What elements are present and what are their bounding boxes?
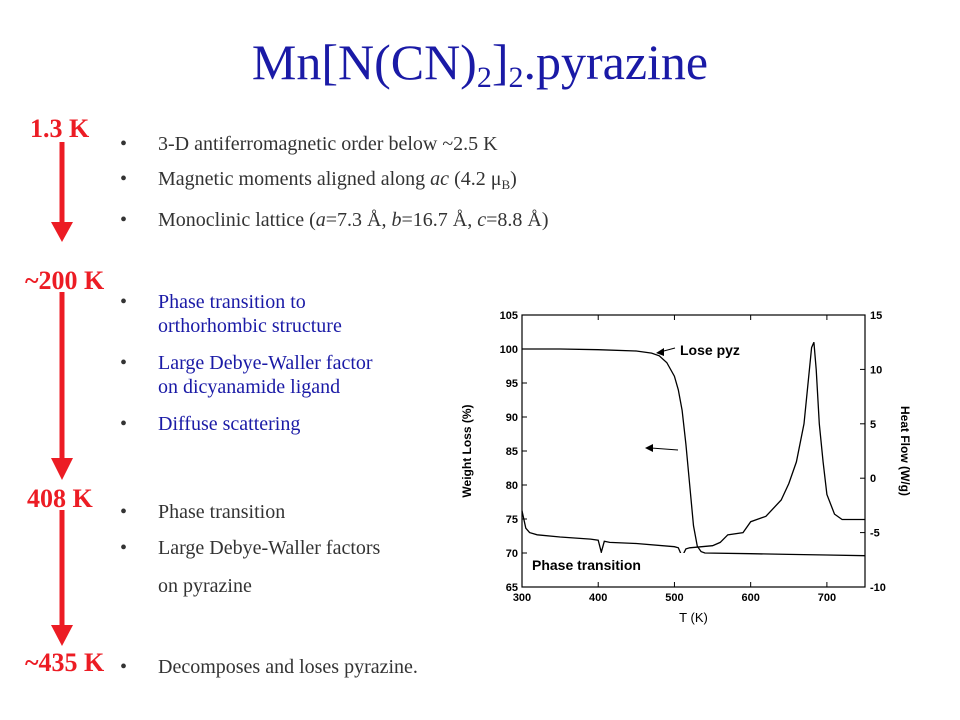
bullet-item [120,655,418,679]
title-tail: .pyrazine [523,34,709,90]
tga-dsc-chart [455,300,915,640]
bullet-text-italic: a [315,209,326,231]
temp-label-1: 1.3 K [30,114,90,143]
x-axis-label: T (K) [679,610,708,625]
y-tick-label: 65 [505,582,518,594]
y-right-tick-label: 15 [870,310,883,322]
y-right-tick-label: 0 [870,473,877,486]
bullet-text: =8.8 Å) [486,209,549,231]
temp-label-2: ~200 K [25,266,105,295]
bullet-text: on pyrazine [158,575,252,597]
y-tick-label: 75 [505,514,518,526]
bullet-text-sub: B [501,177,511,192]
bullet-item [120,132,548,156]
title-sub-2: 2 [508,61,524,94]
x-tick-label: 400 [589,592,608,604]
x-tick-label: 600 [741,592,760,604]
x-tick-label: 500 [665,592,684,604]
bullet-text: Phase transition to [158,291,306,313]
y-tick-label: 105 [499,310,518,322]
y-tick-label: 100 [499,344,518,356]
bullet-text-italic: c [477,209,487,231]
bullets-408k [120,500,380,598]
bullet-text: 3-D antiferromagnetic order below ~2.5 K [158,133,498,155]
y-tick-label: 70 [505,548,518,560]
y-right-tick-label: -5 [870,527,880,540]
annotation-arrow [651,448,678,450]
series-line [522,349,865,556]
annotation-phase-transition: Phase transition [532,557,641,573]
arrow-down-icon [47,508,77,658]
y-tick-label: 90 [505,412,518,424]
bullet-text: Phase transition [158,501,286,523]
bullet-text: Decomposes and loses pyrazine. [158,656,418,678]
bullet-text: on dicyanamide ligand [158,376,341,398]
bullet-item [120,351,373,399]
y-tick-label: 95 [505,378,518,390]
bullet-text: =16.7 Å, [401,209,478,231]
slide-title [0,32,960,92]
chart-labels [460,310,912,625]
bullets-200k [120,290,373,436]
y-right-axis-label: Heat Flow (W/g) [898,406,912,496]
bullet-item [120,290,373,338]
temp-label-4: ~435 K [25,648,105,677]
bullet-text: Diffuse scattering [158,413,301,435]
bullet-text: Monoclinic lattice ( [158,209,316,231]
bullet-text: Large Debye-Waller factors [158,537,381,559]
bullet-text-italic: b [391,209,402,231]
bullets-435k [120,655,418,679]
arrow-down-icon [47,140,77,250]
x-tick-label: 700 [817,592,837,604]
y-right-tick-label: 5 [870,418,877,431]
y-tick-label: 85 [505,446,518,458]
x-tick-label: 300 [512,592,532,604]
bullet-item [120,536,380,598]
title-sub-1: 2 [476,61,492,94]
annotation-lose-pyz: Lose pyz [680,342,740,358]
arrow-down-icon [47,290,77,490]
bullet-item [120,208,548,232]
annotation-arrowhead [645,444,653,452]
bullet-text: orthorhombic structure [158,315,342,337]
bullet-text: ) [510,168,517,190]
bullet-text: =7.3 Å, [325,209,392,231]
y-axis-label: Weight Loss (%) [460,404,474,498]
y-right-tick-label: 10 [870,364,883,377]
bullet-text-italic: ac [430,168,450,190]
bullet-text-symbol: μ [490,168,502,190]
bullet-item [120,167,548,197]
bullet-item [120,500,380,524]
title-mid: ] [491,34,509,90]
temp-label-3: 408 K [27,484,93,513]
bullets-low-temp [120,132,548,232]
bullet-text: Magnetic moments aligned along [158,168,431,190]
y-tick-label: 80 [505,480,518,492]
bullet-text: Large Debye-Waller factor [158,352,373,374]
bullet-text: (4.2 [449,168,491,190]
y-right-tick-label: -10 [870,582,886,594]
chart-series [522,342,865,556]
title-main: Mn[N(CN) [251,34,477,90]
bullet-item [120,412,373,436]
